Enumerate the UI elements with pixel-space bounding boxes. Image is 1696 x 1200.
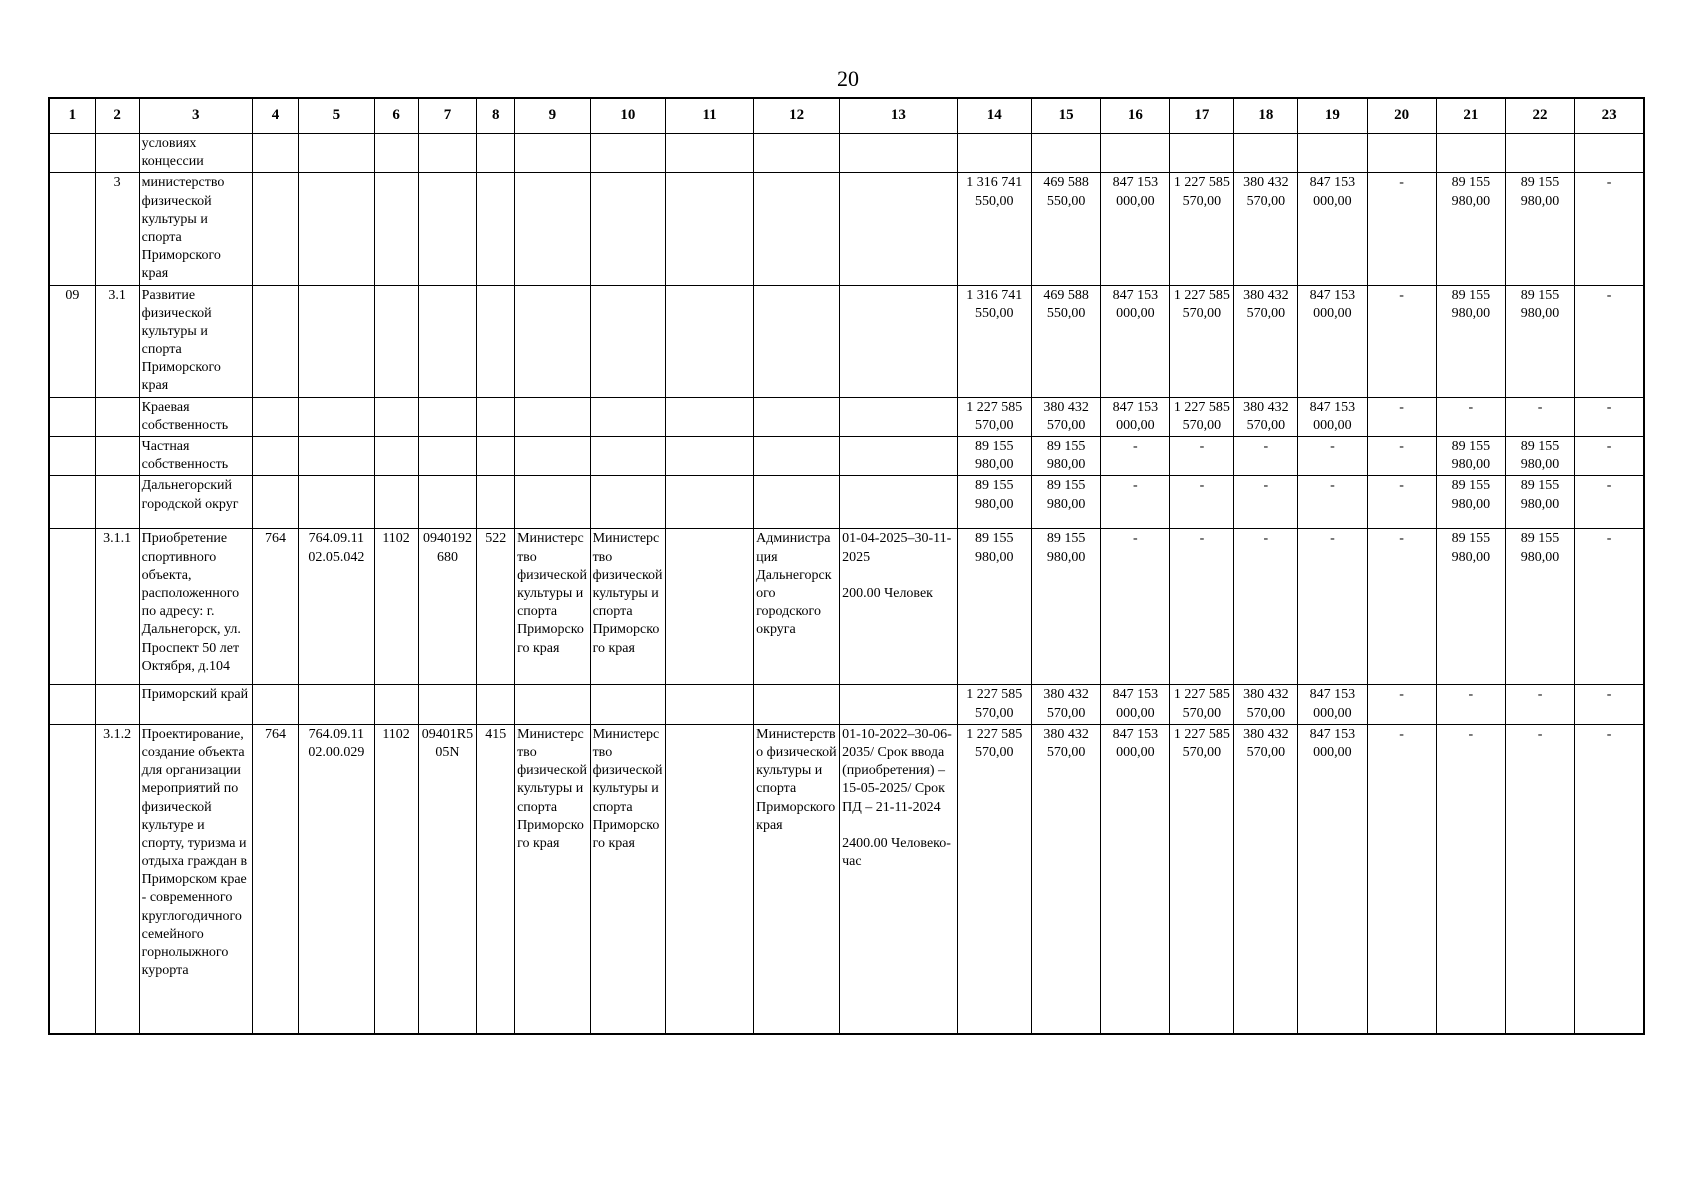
cell-col-12: Администрация Дальнегорского городского округа bbox=[754, 529, 840, 685]
cell-col-15: 380 432 570,00 bbox=[1032, 685, 1101, 724]
cell-col-18: - bbox=[1234, 437, 1298, 476]
cell-col-20: - bbox=[1367, 437, 1436, 476]
cell-col-23: - bbox=[1575, 397, 1644, 436]
header-row bbox=[49, 98, 1644, 134]
cell-col-12 bbox=[754, 476, 840, 529]
cell-col-10 bbox=[590, 173, 666, 285]
cell-col-15: 469 588 550,00 bbox=[1032, 285, 1101, 397]
cell-col-19: - bbox=[1298, 476, 1367, 529]
cell-col-14: 1 227 585 570,00 bbox=[957, 397, 1031, 436]
column-header-4: 4 bbox=[252, 98, 298, 134]
cell-col-10 bbox=[590, 285, 666, 397]
cell-col-11 bbox=[666, 437, 754, 476]
cell-col-17: 1 227 585 570,00 bbox=[1170, 724, 1234, 1034]
cell-col-16: 847 153 000,00 bbox=[1101, 285, 1170, 397]
cell-col-19: 847 153 000,00 bbox=[1298, 724, 1367, 1034]
cell-col-13: 01-04-2025–30-11-2025 200.00 Человек bbox=[840, 529, 957, 685]
cell-col-3: Развитие физической культуры и спорта Приморского края bbox=[139, 285, 252, 397]
cell-col-1 bbox=[49, 724, 95, 1034]
cell-col-4 bbox=[252, 397, 298, 436]
cell-col-2 bbox=[95, 685, 139, 724]
cell-col-2 bbox=[95, 397, 139, 436]
cell-col-8 bbox=[477, 173, 515, 285]
column-header-15: 15 bbox=[1032, 98, 1101, 134]
cell-col-14: 89 155 980,00 bbox=[957, 476, 1031, 529]
column-header-20: 20 bbox=[1367, 98, 1436, 134]
cell-col-7 bbox=[418, 437, 477, 476]
cell-col-3: Приморский край bbox=[139, 685, 252, 724]
cell-col-23: - bbox=[1575, 173, 1644, 285]
cell-col-8 bbox=[477, 397, 515, 436]
cell-col-6 bbox=[374, 173, 418, 285]
cell-col-7: 09401R505N bbox=[418, 724, 477, 1034]
cell-col-17: 1 227 585 570,00 bbox=[1170, 285, 1234, 397]
cell-col-14: 89 155 980,00 bbox=[957, 437, 1031, 476]
cell-col-7: 0940192680 bbox=[418, 529, 477, 685]
cell-col-1 bbox=[49, 476, 95, 529]
cell-col-5 bbox=[299, 285, 375, 397]
column-header-8: 8 bbox=[477, 98, 515, 134]
cell-col-18: - bbox=[1234, 476, 1298, 529]
table-row bbox=[49, 134, 1644, 173]
cell-col-18: 380 432 570,00 bbox=[1234, 397, 1298, 436]
cell-col-21: - bbox=[1436, 685, 1505, 724]
cell-col-16: 847 153 000,00 bbox=[1101, 724, 1170, 1034]
cell-col-20: - bbox=[1367, 476, 1436, 529]
cell-col-19: 847 153 000,00 bbox=[1298, 685, 1367, 724]
cell-col-12 bbox=[754, 685, 840, 724]
cell-col-18 bbox=[1234, 134, 1298, 173]
cell-col-4 bbox=[252, 437, 298, 476]
cell-col-8 bbox=[477, 476, 515, 529]
cell-col-7 bbox=[418, 476, 477, 529]
cell-col-14: 89 155 980,00 bbox=[957, 529, 1031, 685]
column-header-18: 18 bbox=[1234, 98, 1298, 134]
column-header-10: 10 bbox=[590, 98, 666, 134]
column-header-13: 13 bbox=[840, 98, 957, 134]
cell-col-4 bbox=[252, 685, 298, 724]
cell-col-6 bbox=[374, 285, 418, 397]
cell-col-5 bbox=[299, 134, 375, 173]
cell-col-11 bbox=[666, 397, 754, 436]
cell-col-3: Приобретение спортивного объекта, расположенного по адресу: г. Дальнегорск, ул. Проспект 50 лет Октября, д.104 bbox=[139, 529, 252, 685]
cell-col-22: - bbox=[1505, 724, 1574, 1034]
cell-col-22: 89 155 980,00 bbox=[1505, 529, 1574, 685]
cell-col-3: условиях концессии bbox=[139, 134, 252, 173]
cell-col-10 bbox=[590, 397, 666, 436]
cell-col-18: - bbox=[1234, 529, 1298, 685]
cell-col-20: - bbox=[1367, 285, 1436, 397]
cell-col-16 bbox=[1101, 134, 1170, 173]
cell-col-20: - bbox=[1367, 529, 1436, 685]
cell-col-15: 380 432 570,00 bbox=[1032, 724, 1101, 1034]
cell-col-16: 847 153 000,00 bbox=[1101, 397, 1170, 436]
cell-col-11 bbox=[666, 476, 754, 529]
cell-col-23: - bbox=[1575, 437, 1644, 476]
cell-col-2 bbox=[95, 476, 139, 529]
cell-col-19: 847 153 000,00 bbox=[1298, 285, 1367, 397]
table-row bbox=[49, 529, 1644, 685]
column-header-3: 3 bbox=[139, 98, 252, 134]
column-header-7: 7 bbox=[418, 98, 477, 134]
cell-col-10 bbox=[590, 476, 666, 529]
cell-col-11 bbox=[666, 685, 754, 724]
cell-col-19: - bbox=[1298, 529, 1367, 685]
cell-col-18: 380 432 570,00 bbox=[1234, 173, 1298, 285]
column-header-21: 21 bbox=[1436, 98, 1505, 134]
cell-col-5: 764.09.11 02.05.042 bbox=[299, 529, 375, 685]
column-header-5: 5 bbox=[299, 98, 375, 134]
table-body bbox=[49, 134, 1644, 1035]
cell-col-5 bbox=[299, 685, 375, 724]
cell-col-1 bbox=[49, 529, 95, 685]
cell-col-8: 415 bbox=[477, 724, 515, 1034]
cell-col-16: - bbox=[1101, 529, 1170, 685]
table-row bbox=[49, 173, 1644, 285]
cell-col-19: - bbox=[1298, 437, 1367, 476]
program-table bbox=[48, 97, 1645, 1035]
cell-col-22: 89 155 980,00 bbox=[1505, 476, 1574, 529]
cell-col-9 bbox=[515, 437, 591, 476]
cell-col-13 bbox=[840, 134, 957, 173]
cell-col-3: министерство физической культуры и спорта Приморского края bbox=[139, 173, 252, 285]
cell-col-22: - bbox=[1505, 685, 1574, 724]
cell-col-22 bbox=[1505, 134, 1574, 173]
column-header-23: 23 bbox=[1575, 98, 1644, 134]
table-row bbox=[49, 724, 1644, 1034]
cell-col-17: - bbox=[1170, 437, 1234, 476]
cell-col-15: 89 155 980,00 bbox=[1032, 437, 1101, 476]
cell-col-15: 89 155 980,00 bbox=[1032, 529, 1101, 685]
cell-col-19 bbox=[1298, 134, 1367, 173]
table-row bbox=[49, 685, 1644, 724]
cell-col-14: 1 227 585 570,00 bbox=[957, 685, 1031, 724]
cell-col-4: 764 bbox=[252, 529, 298, 685]
cell-col-8 bbox=[477, 685, 515, 724]
cell-col-13 bbox=[840, 285, 957, 397]
cell-col-22: - bbox=[1505, 397, 1574, 436]
column-header-14: 14 bbox=[957, 98, 1031, 134]
cell-col-10 bbox=[590, 437, 666, 476]
cell-col-13: 01-10-2022–30-06-2035/ Срок ввода (приобретения) – 15-05-2025/ Срок ПД – 21-11-2024 2400.00 Человеко-час bbox=[840, 724, 957, 1034]
cell-col-23: - bbox=[1575, 285, 1644, 397]
cell-col-21: - bbox=[1436, 724, 1505, 1034]
cell-col-19: 847 153 000,00 bbox=[1298, 397, 1367, 436]
cell-col-16: 847 153 000,00 bbox=[1101, 685, 1170, 724]
cell-col-6 bbox=[374, 476, 418, 529]
cell-col-21: 89 155 980,00 bbox=[1436, 173, 1505, 285]
cell-col-22: 89 155 980,00 bbox=[1505, 285, 1574, 397]
cell-col-11 bbox=[666, 134, 754, 173]
cell-col-15 bbox=[1032, 134, 1101, 173]
cell-col-12 bbox=[754, 397, 840, 436]
cell-col-13 bbox=[840, 397, 957, 436]
cell-col-6 bbox=[374, 134, 418, 173]
cell-col-18: 380 432 570,00 bbox=[1234, 724, 1298, 1034]
column-header-11: 11 bbox=[666, 98, 754, 134]
cell-col-8 bbox=[477, 437, 515, 476]
cell-col-14 bbox=[957, 134, 1031, 173]
cell-col-2 bbox=[95, 437, 139, 476]
cell-col-17: - bbox=[1170, 476, 1234, 529]
cell-col-9: Министерство физической культуры и спорта Приморского края bbox=[515, 724, 591, 1034]
cell-col-23: - bbox=[1575, 685, 1644, 724]
cell-col-1 bbox=[49, 397, 95, 436]
cell-col-20: - bbox=[1367, 173, 1436, 285]
cell-col-7 bbox=[418, 285, 477, 397]
cell-col-7 bbox=[418, 685, 477, 724]
cell-col-21: 89 155 980,00 bbox=[1436, 476, 1505, 529]
cell-col-21: 89 155 980,00 bbox=[1436, 285, 1505, 397]
cell-col-3: Краевая собственность bbox=[139, 397, 252, 436]
cell-col-9 bbox=[515, 685, 591, 724]
column-header-22: 22 bbox=[1505, 98, 1574, 134]
cell-col-6: 1102 bbox=[374, 724, 418, 1034]
cell-col-21 bbox=[1436, 134, 1505, 173]
cell-col-4 bbox=[252, 134, 298, 173]
cell-col-12 bbox=[754, 285, 840, 397]
cell-col-18: 380 432 570,00 bbox=[1234, 285, 1298, 397]
cell-col-8: 522 bbox=[477, 529, 515, 685]
cell-col-16: - bbox=[1101, 476, 1170, 529]
cell-col-4: 764 bbox=[252, 724, 298, 1034]
cell-col-9 bbox=[515, 173, 591, 285]
cell-col-23: - bbox=[1575, 724, 1644, 1034]
cell-col-9 bbox=[515, 476, 591, 529]
cell-col-2: 3.1.2 bbox=[95, 724, 139, 1034]
cell-col-20: - bbox=[1367, 397, 1436, 436]
table-row bbox=[49, 285, 1644, 397]
cell-col-20 bbox=[1367, 134, 1436, 173]
cell-col-22: 89 155 980,00 bbox=[1505, 437, 1574, 476]
column-header-1: 1 bbox=[49, 98, 95, 134]
cell-col-11 bbox=[666, 173, 754, 285]
cell-col-11 bbox=[666, 724, 754, 1034]
column-header-9: 9 bbox=[515, 98, 591, 134]
cell-col-6 bbox=[374, 397, 418, 436]
cell-col-5 bbox=[299, 476, 375, 529]
cell-col-9: Министерство физической культуры и спорта Приморского края bbox=[515, 529, 591, 685]
column-header-17: 17 bbox=[1170, 98, 1234, 134]
cell-col-5 bbox=[299, 173, 375, 285]
cell-col-12 bbox=[754, 437, 840, 476]
cell-col-5 bbox=[299, 397, 375, 436]
cell-col-21: 89 155 980,00 bbox=[1436, 437, 1505, 476]
cell-col-1: 09 bbox=[49, 285, 95, 397]
table-row bbox=[49, 437, 1644, 476]
cell-col-6: 1102 bbox=[374, 529, 418, 685]
cell-col-16: 847 153 000,00 bbox=[1101, 173, 1170, 285]
cell-col-2 bbox=[95, 134, 139, 173]
cell-col-2: 3.1 bbox=[95, 285, 139, 397]
cell-col-20: - bbox=[1367, 724, 1436, 1034]
cell-col-23: - bbox=[1575, 476, 1644, 529]
table-row bbox=[49, 397, 1644, 436]
cell-col-6 bbox=[374, 437, 418, 476]
page-number: 20 bbox=[837, 66, 859, 91]
cell-col-1 bbox=[49, 173, 95, 285]
cell-col-12 bbox=[754, 173, 840, 285]
cell-col-21: - bbox=[1436, 397, 1505, 436]
cell-col-2: 3.1.1 bbox=[95, 529, 139, 685]
cell-col-17 bbox=[1170, 134, 1234, 173]
cell-col-17: 1 227 585 570,00 bbox=[1170, 173, 1234, 285]
cell-col-7 bbox=[418, 397, 477, 436]
cell-col-3: Дальнегорский городской округ bbox=[139, 476, 252, 529]
column-header-19: 19 bbox=[1298, 98, 1367, 134]
cell-col-3: Частная собственность bbox=[139, 437, 252, 476]
cell-col-22: 89 155 980,00 bbox=[1505, 173, 1574, 285]
cell-col-9 bbox=[515, 285, 591, 397]
cell-col-12 bbox=[754, 134, 840, 173]
cell-col-4 bbox=[252, 173, 298, 285]
cell-col-3: Проектирование, создание объекта для организации мероприятий по физической культуре и спорту, туризма и отдыха граждан в Приморском крае - современного круглогодичного семейного горнолыжного курорта bbox=[139, 724, 252, 1034]
cell-col-2: 3 bbox=[95, 173, 139, 285]
cell-col-9 bbox=[515, 397, 591, 436]
cell-col-14: 1 316 741 550,00 bbox=[957, 173, 1031, 285]
cell-col-20: - bbox=[1367, 685, 1436, 724]
cell-col-10 bbox=[590, 685, 666, 724]
table-row bbox=[49, 476, 1644, 529]
cell-col-23 bbox=[1575, 134, 1644, 173]
cell-col-4 bbox=[252, 285, 298, 397]
cell-col-16: - bbox=[1101, 437, 1170, 476]
cell-col-7 bbox=[418, 134, 477, 173]
cell-col-5: 764.09.11 02.00.029 bbox=[299, 724, 375, 1034]
column-header-6: 6 bbox=[374, 98, 418, 134]
cell-col-19: 847 153 000,00 bbox=[1298, 173, 1367, 285]
cell-col-23: - bbox=[1575, 529, 1644, 685]
cell-col-9 bbox=[515, 134, 591, 173]
cell-col-8 bbox=[477, 134, 515, 173]
cell-col-1 bbox=[49, 437, 95, 476]
cell-col-13 bbox=[840, 685, 957, 724]
cell-col-21: 89 155 980,00 bbox=[1436, 529, 1505, 685]
cell-col-15: 89 155 980,00 bbox=[1032, 476, 1101, 529]
cell-col-12: Министерство физической культуры и спорта Приморского края bbox=[754, 724, 840, 1034]
cell-col-5 bbox=[299, 437, 375, 476]
cell-col-10 bbox=[590, 134, 666, 173]
cell-col-17: 1 227 585 570,00 bbox=[1170, 397, 1234, 436]
cell-col-10: Министерство физической культуры и спорта Приморского края bbox=[590, 724, 666, 1034]
cell-col-6 bbox=[374, 685, 418, 724]
cell-col-13 bbox=[840, 173, 957, 285]
cell-col-18: 380 432 570,00 bbox=[1234, 685, 1298, 724]
cell-col-4 bbox=[252, 476, 298, 529]
cell-col-13 bbox=[840, 476, 957, 529]
cell-col-15: 469 588 550,00 bbox=[1032, 173, 1101, 285]
cell-col-1 bbox=[49, 685, 95, 724]
cell-col-10: Министерство физической культуры и спорта Приморского края bbox=[590, 529, 666, 685]
cell-col-11 bbox=[666, 285, 754, 397]
cell-col-11 bbox=[666, 529, 754, 685]
cell-col-17: - bbox=[1170, 529, 1234, 685]
cell-col-14: 1 227 585 570,00 bbox=[957, 724, 1031, 1034]
cell-col-17: 1 227 585 570,00 bbox=[1170, 685, 1234, 724]
column-header-12: 12 bbox=[754, 98, 840, 134]
cell-col-1 bbox=[49, 134, 95, 173]
cell-col-8 bbox=[477, 285, 515, 397]
cell-col-14: 1 316 741 550,00 bbox=[957, 285, 1031, 397]
cell-col-7 bbox=[418, 173, 477, 285]
column-header-16: 16 bbox=[1101, 98, 1170, 134]
cell-col-13 bbox=[840, 437, 957, 476]
column-header-2: 2 bbox=[95, 98, 139, 134]
cell-col-15: 380 432 570,00 bbox=[1032, 397, 1101, 436]
